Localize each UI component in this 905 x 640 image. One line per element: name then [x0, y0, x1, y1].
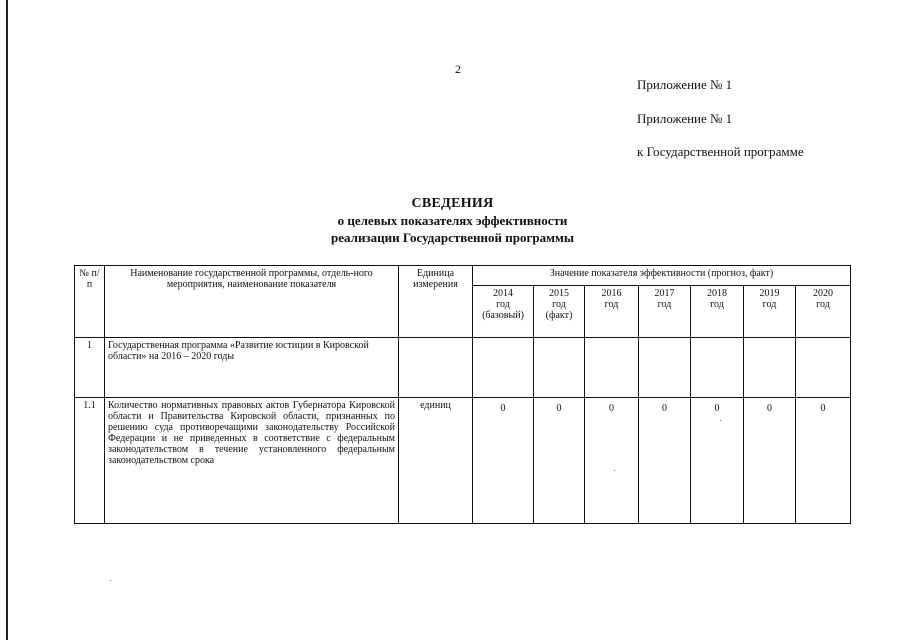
header-year-cell	[585, 286, 639, 338]
appendix-line-2: Приложение № 1	[637, 111, 733, 126]
row-value	[796, 338, 851, 398]
row-name: Количество нормативных правовых актов Губернатора Кировской области и Правительства Кировской области, признанных по решению суда противоречащими законодательству Российской Федерации и не приведенных в соответствие с федеральным законодательством в течение установленного федеральным законодательством срока	[105, 398, 399, 524]
year-value: 2015	[549, 288, 569, 299]
row-value	[639, 338, 691, 398]
row-name: Государственная программа «Развитие юстиции в Кировской области» на 2016 – 2020 годы	[105, 338, 399, 398]
row-value: 0	[639, 398, 691, 524]
title-line-2: о целевых показателях эффективности	[337, 213, 568, 228]
year-word: год	[552, 299, 566, 310]
year-value: 2019	[759, 288, 780, 299]
row-unit: единиц	[399, 398, 473, 524]
row-value: 0	[744, 398, 796, 524]
table-row	[75, 338, 851, 398]
page-number: 2	[455, 62, 461, 76]
year-value: 2014	[493, 288, 513, 299]
row-value: 0	[534, 398, 585, 524]
table-row	[75, 398, 851, 524]
scan-edge-line	[6, 0, 8, 640]
header-values-group: Значение показателя эффективности (прогноз, факт)	[473, 266, 851, 286]
year-value: 2016	[601, 288, 622, 299]
year-note: (факт)	[545, 310, 573, 321]
header-year-cell	[473, 286, 534, 338]
year-word: год	[496, 299, 510, 310]
header-num: № п/п	[75, 266, 105, 338]
title-line-1: СВЕДЕНИЯ	[411, 196, 494, 211]
scan-speck	[614, 470, 615, 471]
row-unit	[399, 338, 473, 398]
year-word: год	[604, 299, 619, 310]
scan-speck	[720, 420, 721, 421]
row-value: 0	[796, 398, 851, 524]
row-value: 0	[585, 398, 639, 524]
header-name: Наименование государственной программы, отдель-ного мероприятия, наименование показателя	[105, 266, 399, 338]
header-unit: Единица измерения	[399, 266, 473, 338]
header-year-cell	[691, 286, 744, 338]
appendix-line-3: к Государственной программе	[637, 144, 804, 159]
row-value	[534, 338, 585, 398]
year-value: 2018	[707, 288, 727, 299]
row-value	[473, 338, 534, 398]
year-value: 2017	[654, 288, 675, 299]
row-value	[691, 338, 744, 398]
scan-speck	[110, 580, 111, 581]
header-year-cell	[744, 286, 796, 338]
appendix-line-1: Приложение № 1	[637, 77, 733, 92]
document-title	[0, 195, 905, 246]
year-word: год	[816, 299, 830, 310]
row-value	[744, 338, 796, 398]
year-value: 2020	[813, 288, 833, 299]
year-word: год	[762, 299, 777, 310]
row-value: 0	[473, 398, 534, 524]
title-line-3: реализации Государственной программы	[331, 230, 574, 245]
row-value: 0	[691, 398, 744, 524]
row-value	[585, 338, 639, 398]
header-year-cell	[796, 286, 851, 338]
indicators-table	[74, 265, 851, 524]
header-row-1	[75, 266, 851, 286]
year-word: год	[657, 299, 672, 310]
year-note: (базовый)	[482, 310, 524, 321]
row-num: 1	[75, 338, 105, 398]
header-year-cell	[534, 286, 585, 338]
year-word: год	[710, 299, 724, 310]
row-num: 1.1	[75, 398, 105, 524]
header-year-cell	[639, 286, 691, 338]
